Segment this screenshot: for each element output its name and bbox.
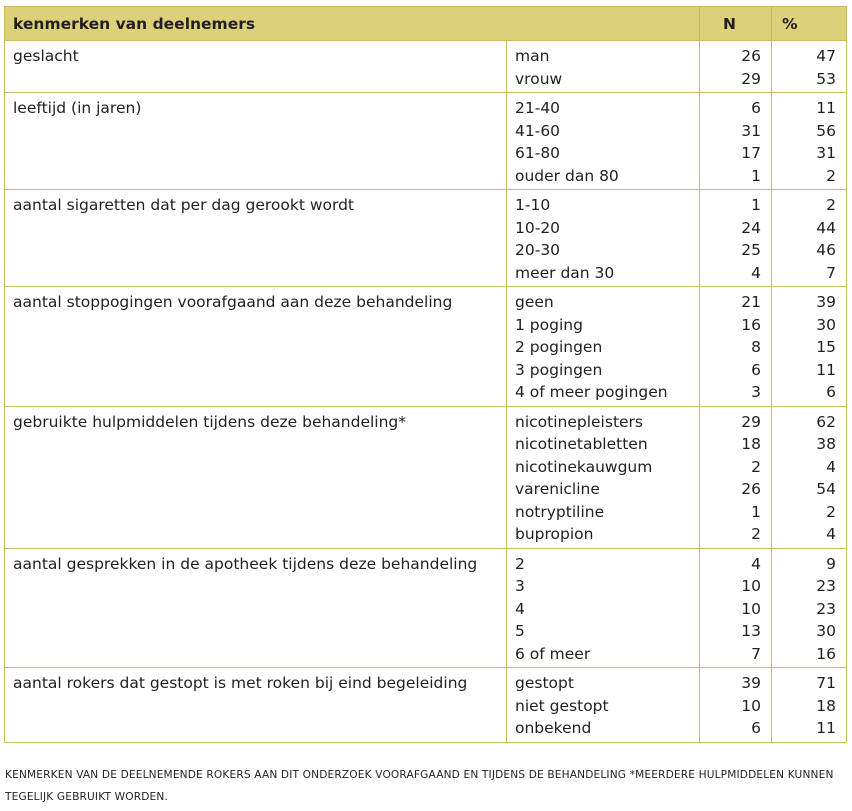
count-value: 17 [741, 144, 761, 162]
count-value: 4 [751, 554, 761, 573]
category-value: varenicline [515, 480, 600, 498]
percent-value: 7 [826, 263, 836, 282]
characteristic-label: aantal rokers dat gestopt is met roken bij eind begeleiding [5, 668, 507, 743]
percent-value: 9 [826, 554, 836, 573]
count-value: 16 [741, 315, 761, 334]
percent-value: 38 [816, 435, 836, 453]
count-value: 10 [741, 577, 761, 595]
category-value: ouder dan 80 [515, 166, 619, 185]
category-value: 5 [515, 622, 525, 640]
count-value: 6 [751, 360, 761, 379]
count-value: 3 [751, 383, 761, 401]
count-value: 7 [751, 644, 761, 663]
category-value: onbekend [515, 719, 592, 737]
category-value-cell [507, 190, 700, 287]
characteristics-table [4, 6, 847, 743]
count-value: 2 [751, 525, 761, 543]
characteristic-label: geslacht [5, 41, 507, 93]
table-row [5, 406, 847, 548]
category-value: vrouw [515, 69, 563, 88]
percent-value: 18 [816, 696, 836, 715]
category-value: bupropion [515, 525, 594, 543]
percent-value: 6 [826, 383, 836, 401]
percent-value: 11 [816, 99, 836, 117]
category-value: man [515, 47, 550, 65]
percent-value: 11 [816, 719, 836, 737]
category-value: 4 of meer pogingen [515, 383, 668, 401]
table-body [5, 41, 847, 743]
header-percent: % [772, 7, 847, 41]
count-value: 1 [751, 166, 761, 185]
category-value-cell [507, 41, 700, 93]
count-value: 6 [751, 99, 761, 117]
table-row [5, 190, 847, 287]
count-value: 18 [741, 435, 761, 453]
percent-value: 30 [816, 315, 836, 334]
table-row [5, 41, 847, 93]
percent-value: 39 [816, 293, 836, 311]
table-header-row [5, 7, 847, 41]
count-value: 10 [741, 696, 761, 715]
percent-value: 2 [826, 196, 836, 214]
count-value: 10 [741, 599, 761, 618]
percent-value: 4 [826, 457, 836, 476]
percent-value: 44 [816, 218, 836, 237]
percent-value-cell [772, 406, 847, 548]
count-value: 29 [741, 412, 761, 431]
category-value: 3 [515, 577, 525, 595]
count-value-cell [700, 41, 772, 93]
count-value: 21 [741, 293, 761, 311]
category-value-cell [507, 406, 700, 548]
category-value: notryptiline [515, 502, 605, 521]
category-value-cell [507, 287, 700, 407]
percent-value: 30 [816, 622, 836, 640]
characteristics-table-container [4, 6, 846, 743]
table-row [5, 668, 847, 743]
percent-value-cell [772, 41, 847, 93]
count-value-cell [700, 190, 772, 287]
percent-value: 23 [816, 577, 836, 595]
category-value: 41-60 [515, 121, 561, 140]
count-value: 8 [751, 338, 761, 356]
percent-value: 47 [816, 47, 836, 65]
count-value-cell [700, 93, 772, 190]
count-value: 1 [751, 196, 761, 214]
count-value: 13 [741, 622, 761, 640]
percent-value-cell [772, 548, 847, 668]
percent-value: 4 [826, 525, 836, 543]
count-value: 24 [741, 218, 761, 237]
category-value: 3 pogingen [515, 360, 603, 379]
characteristic-label: aantal sigaretten dat per dag gerookt wordt [5, 190, 507, 287]
percent-value: 71 [816, 674, 836, 692]
category-value-cell [507, 548, 700, 668]
category-value: 10-20 [515, 218, 561, 237]
count-value-cell [700, 548, 772, 668]
category-value-cell [507, 668, 700, 743]
category-value: 61-80 [515, 144, 561, 162]
category-value: nicotinepleisters [515, 412, 644, 431]
percent-value: 56 [816, 121, 836, 140]
category-value: nicotinetabletten [515, 435, 648, 453]
category-value-cell [507, 93, 700, 190]
category-value: 6 of meer [515, 644, 591, 663]
table-row [5, 287, 847, 407]
category-value: 21-40 [515, 99, 561, 117]
header-characteristics: kenmerken van deelnemers [5, 7, 700, 41]
count-value-cell [700, 287, 772, 407]
count-value-cell [700, 406, 772, 548]
table-row [5, 548, 847, 668]
percent-value-cell [772, 287, 847, 407]
category-value: 2 [515, 554, 525, 573]
count-value: 6 [751, 719, 761, 737]
category-value: meer dan 30 [515, 263, 615, 282]
count-value: 26 [741, 47, 761, 65]
header-n: N [700, 7, 772, 41]
percent-value: 62 [816, 412, 836, 431]
percent-value: 2 [826, 502, 836, 521]
count-value: 26 [741, 480, 761, 498]
percent-value: 53 [816, 69, 836, 88]
characteristic-label: aantal stoppogingen voorafgaand aan deze behandeling [5, 287, 507, 407]
percent-value: 23 [816, 599, 836, 618]
characteristic-label: aantal gesprekken in de apotheek tijdens deze behandeling [5, 548, 507, 668]
category-value: gestopt [515, 674, 574, 692]
table-caption: KENMERKEN VAN DE DEELNEMENDE ROKERS AAN DIT ONDERZOEK VOORAFGAAND EN TIJDENS DE BEHANDELING *MEERDERE HULPMIDDELEN KUNNEN TEGELIJK GEBRUIKT WORDEN. [5, 769, 834, 803]
count-value: 4 [751, 263, 761, 282]
percent-value-cell [772, 668, 847, 743]
category-value: nicotinekauwgum [515, 457, 653, 476]
count-value: 2 [751, 457, 761, 476]
count-value: 31 [741, 121, 761, 140]
count-value: 39 [741, 674, 761, 692]
category-value: 20-30 [515, 241, 561, 259]
category-value: 2 pogingen [515, 338, 603, 356]
category-value: 4 [515, 599, 525, 618]
percent-value: 11 [816, 360, 836, 379]
percent-value: 54 [816, 480, 836, 498]
count-value: 29 [741, 69, 761, 88]
count-value-cell [700, 668, 772, 743]
percent-value-cell [772, 190, 847, 287]
category-value: 1 poging [515, 315, 583, 334]
characteristic-label: gebruikte hulpmiddelen tijdens deze behandeling* [5, 406, 507, 548]
table-row [5, 93, 847, 190]
category-value: 1-10 [515, 196, 551, 214]
percent-value: 15 [816, 338, 836, 356]
percent-value: 31 [816, 144, 836, 162]
percent-value-cell [772, 93, 847, 190]
category-value: niet gestopt [515, 696, 609, 715]
count-value: 1 [751, 502, 761, 521]
count-value: 25 [741, 241, 761, 259]
percent-value: 16 [816, 644, 836, 663]
category-value: geen [515, 293, 554, 311]
percent-value: 2 [826, 166, 836, 185]
characteristic-label: leeftijd (in jaren) [5, 93, 507, 190]
percent-value: 46 [816, 241, 836, 259]
